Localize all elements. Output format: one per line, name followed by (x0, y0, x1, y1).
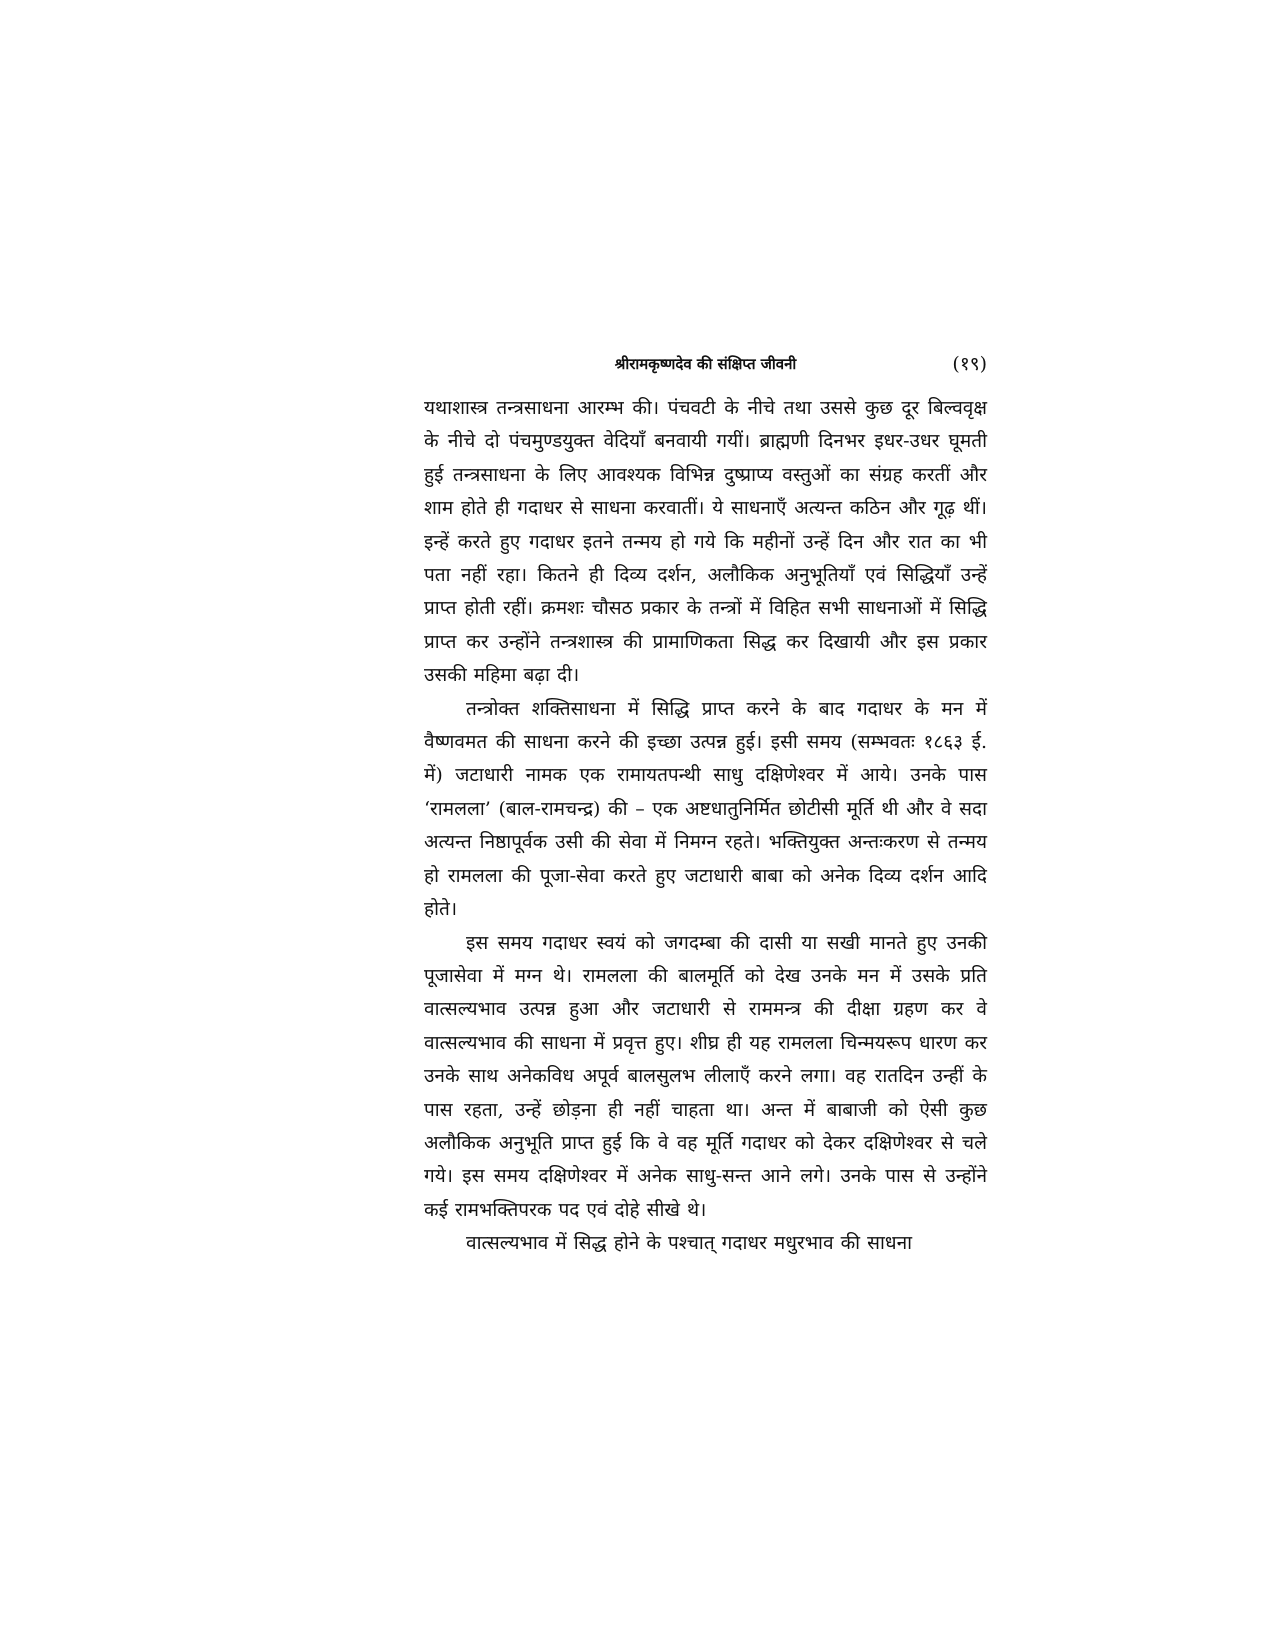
paragraph: तन्त्रोक्त शक्तिसाधना में सिद्धि प्राप्त करने के बाद गदाधर के मन में वैष्णवमत की साधना करने की इच्छा उत्पन्न हुई। इसी समय (सम्भवतः १८६३ ई. में) जटाधारी नामक एक रामायतपन्थी साधु दक्षिणेश्वर में आये। उनके पास ‘रामलला’ (बाल-रामचन्द्र) की – एक अष्टधातुनिर्मित छोटीसी मूर्ति थी और वे सदा अत्यन्त निष्ठापूर्वक उसी की सेवा में निमग्न रहते। भक्तियुक्त अन्तःकरण से तन्मय हो रामलला की पूजा-सेवा करते हुए जटाधारी बाबा को अनेक दिव्य दर्शन आदि होते। (424, 697, 987, 921)
paragraph: यथाशास्त्र तन्त्रसाधना आरम्भ की। पंचवटी के नीचे तथा उससे कुछ दूर बिल्ववृक्ष के नीचे दो पंचमुण्डयुक्त वेदियाँ बनवायी गयीं। ब्राह्मणी दिनभर इधर-उधर घूमती हुई तन्त्रसाधना के लिए आवश्यक विभिन्न दुष्प्राप्य वस्तुओं का संग्रह करतीं और शाम होते ही गदाधर से साधना करवातीं। ये साधनाएँ अत्यन्त कठिन और गूढ़ थीं। इन्हें करते हुए गदाधर इतने तन्मय हो गये कि महीनों उन्हें दिन और रात का भी पता नहीं रहा। कितने ही दिव्य दर्शन, अलौकिक अनुभूतियाँ एवं सिद्धियाँ उन्हें प्राप्त होती रहीं। क्रमशः चौसठ प्रकार के तन्त्रों में विहित सभी साधनाओं में सिद्धि प्राप्त कर उन्होंने तन्त्रशास्त्र की प्रामाणिकता सिद्ध कर दिखायी और इस प्रकार उसकी महिमा बढ़ा दी। (424, 397, 987, 687)
body-text (424, 392, 987, 1261)
paragraph: इस समय गदाधर स्वयं को जगदम्बा की दासी या सखी मानते हुए उनकी पूजासेवा में मग्न थे। रामलला की बालमूर्ति को देख उनके मन में उसके प्रति वात्सल्यभाव उत्पन्न हुआ और जटाधारी से राममन्त्र की दीक्षा ग्रहण कर वे वात्सल्यभाव की साधना में प्रवृत्त हुए। शीघ्र ही यह रामलला चिन्मयरूप धारण कर उनके साथ अनेकविध अपूर्व बालसुलभ लीलाएँ करने लगा। वह रातदिन उन्हीं के पास रहता, उन्हें छोड़ना ही नहीं चाहता था। अन्त में बाबाजी को ऐसी कुछ अलौकिक अनुभूति प्राप्त हुई कि वे वह मूर्ति गदाधर को देकर दक्षिणेश्वर से चले गये। इस समय दक्षिणेश्वर में अनेक साधु-सन्त आने लगे। उनके पास से उन्होंने कई रामभक्तिपरक पद एवं दोहे सीखे थे। (424, 931, 987, 1221)
page-number: (१९) (952, 353, 987, 375)
running-header (424, 352, 987, 382)
paragraph: वात्सल्यभाव में सिद्ध होने के पश्चात् गदाधर मधुरभाव की साधना (466, 1232, 913, 1255)
chapter-title: श्रीरामकृष्णदेव की संक्षिप्त जीवनी (614, 355, 797, 373)
